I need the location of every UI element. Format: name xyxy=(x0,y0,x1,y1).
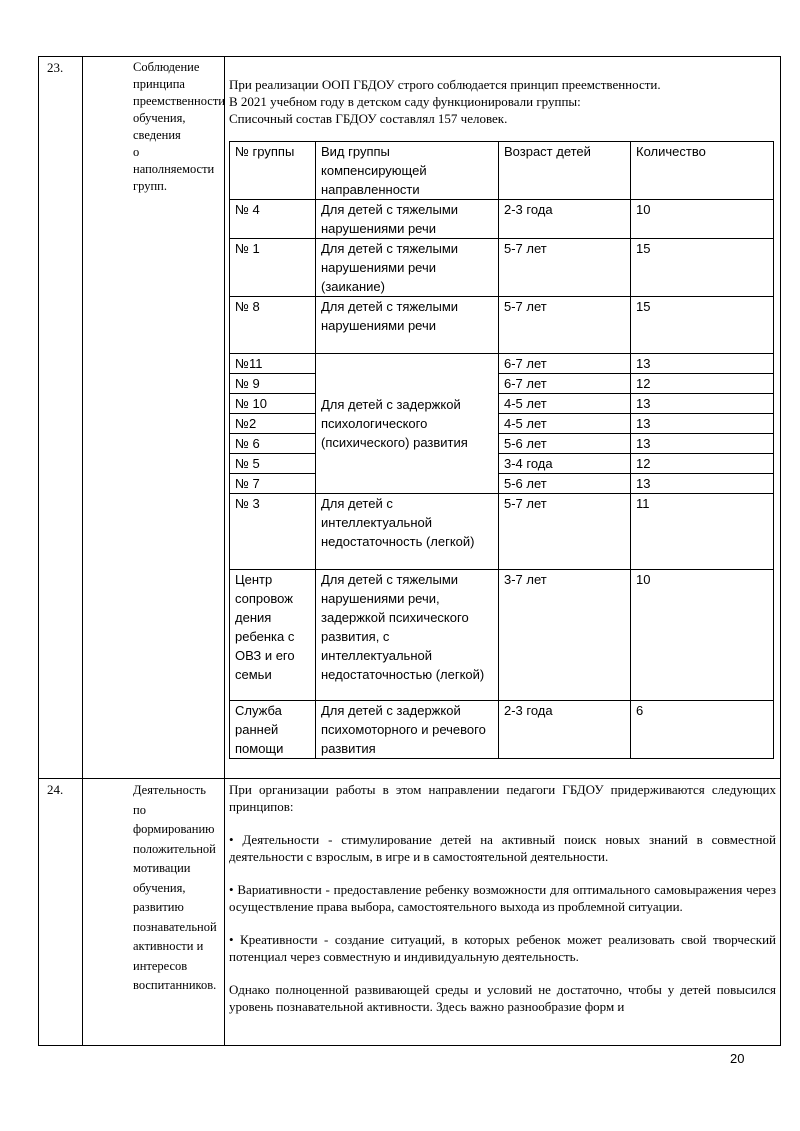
groups-header-row xyxy=(230,142,774,200)
paragraph: • Деятельности - стимулирование детей на активный поиск новых знаний в совместной деятельности с взрослым, в игре и в самостоятельной деятельности. xyxy=(229,832,776,864)
table-row xyxy=(230,701,774,759)
cell-group: Служба ранней помощи xyxy=(230,701,316,759)
paragraph: При организации работы в этом направлении педагоги ГБДОУ придерживаются следующих принципов: xyxy=(229,782,776,814)
cell-group: №2 xyxy=(230,414,316,434)
header-group-type: Вид группы компенсирующей направленности xyxy=(316,142,499,200)
cell-age: 3-7 лет xyxy=(499,570,631,701)
criteria-table xyxy=(38,56,781,1046)
table-row xyxy=(230,200,774,239)
cell-count: 15 xyxy=(631,297,774,354)
cell-group: № 10 xyxy=(230,394,316,414)
table-row xyxy=(230,394,774,414)
criterion-text xyxy=(83,57,225,779)
header-group-number: № группы xyxy=(230,142,316,200)
cell-count: 13 xyxy=(631,354,774,374)
cell-count: 6 xyxy=(631,701,774,759)
criterion-line: групп. xyxy=(133,179,167,193)
row-number: 24. xyxy=(39,779,83,1046)
cell-group: № 7 xyxy=(230,474,316,494)
intro-line: В 2021 учебном году в детском саду функционировали группы: xyxy=(229,94,581,109)
criterion-line: принципа xyxy=(133,77,185,91)
cell-type: Для детей с тяжелыми нарушениями речи xyxy=(316,297,499,354)
criterion-line: о наполняемости xyxy=(133,145,215,176)
table-row xyxy=(230,434,774,454)
cell-type: Для детей с тяжелыми нарушениями речи (заикание) xyxy=(316,239,499,297)
criterion-text xyxy=(83,779,225,1046)
cell-group: № 3 xyxy=(230,494,316,570)
criteria-row-23 xyxy=(39,57,781,779)
criterion-line: мотивации xyxy=(133,861,191,875)
intro-line: Списочный состав ГБДОУ составлял 157 человек. xyxy=(229,111,508,126)
criterion-line: активности и xyxy=(133,939,204,953)
cell-count: 12 xyxy=(631,374,774,394)
table-row xyxy=(230,494,774,570)
cell-count: 10 xyxy=(631,570,774,701)
cell-group: Центр сопровож дения ребенка с ОВЗ и его семьи xyxy=(230,570,316,701)
criterion-line: обучения, сведения xyxy=(133,111,186,142)
table-row xyxy=(230,570,774,701)
cell-age: 4-5 лет xyxy=(499,394,631,414)
cell-count: 13 xyxy=(631,414,774,434)
criterion-line: познавательной xyxy=(133,919,217,934)
cell-count: 13 xyxy=(631,434,774,454)
header-age: Возраст детей xyxy=(499,142,631,200)
cell-age: 5-7 лет xyxy=(499,297,631,354)
cell-type: Для детей с интеллектуальной недостаточность (легкой) xyxy=(316,494,499,570)
cell-type: Для детей с тяжелыми нарушениями речи, задержкой психического развития, с интеллектуальной недостаточностью (легкой) xyxy=(316,570,499,701)
intro-line: При реализации ООП ГБДОУ строго соблюдается принцип преемственности. xyxy=(229,77,661,92)
criterion-line: обучения, xyxy=(133,880,186,895)
criterion-line: развитию xyxy=(133,900,184,914)
table-row xyxy=(230,297,774,354)
cell-age: 6-7 лет xyxy=(499,374,631,394)
cell-group: № 8 xyxy=(230,297,316,354)
cell-count: 12 xyxy=(631,454,774,474)
cell-type: Для детей с тяжелыми нарушениями речи xyxy=(316,200,499,239)
criterion-line: Деятельность по xyxy=(133,783,206,817)
criterion-line: положительной xyxy=(133,841,216,856)
criteria-row-24 xyxy=(39,779,781,1046)
criterion-line: Соблюдение xyxy=(133,60,200,74)
cell-age: 2-3 года xyxy=(499,200,631,239)
paragraph: • Креативности - создание ситуаций, в которых ребенок может реализовать свой творческий потенциал через совместную и индивидуальную деятельность. xyxy=(229,932,776,964)
page-number: 20 xyxy=(730,1051,745,1066)
table-row xyxy=(230,414,774,434)
cell-group: № 1 xyxy=(230,239,316,297)
cell-age: 5-6 лет xyxy=(499,434,631,454)
cell-count: 10 xyxy=(631,200,774,239)
cell-count: 15 xyxy=(631,239,774,297)
cell-age: 2-3 года xyxy=(499,701,631,759)
groups-table xyxy=(229,141,774,759)
table-row xyxy=(230,374,774,394)
criterion-content xyxy=(225,779,781,1046)
cell-count: 11 xyxy=(631,494,774,570)
cell-type-merged: Для детей с задержкой психологического (психического) развития xyxy=(316,354,499,494)
cell-count: 13 xyxy=(631,474,774,494)
cell-age: 5-6 лет xyxy=(499,474,631,494)
paragraph: Однако полноценной развивающей среды и условий не достаточно, чтобы у детей повысился уровень познавательной активности. Здесь важно разнообразие форм и xyxy=(229,982,776,1014)
header-count: Количество xyxy=(631,142,774,200)
cell-group: № 5 xyxy=(230,454,316,474)
table-row xyxy=(230,454,774,474)
criterion-line: интересов xyxy=(133,958,188,973)
paragraph: • Вариативности - предоставление ребенку возможности для оптимального самовыражения через осуществление права выбора, самостоятельного выхода из проблемной ситуации. xyxy=(229,882,776,914)
cell-age: 5-7 лет xyxy=(499,239,631,297)
table-row xyxy=(230,474,774,494)
cell-age: 6-7 лет xyxy=(499,354,631,374)
criterion-line: формированию xyxy=(133,822,215,836)
cell-group: № 4 xyxy=(230,200,316,239)
cell-age: 3-4 года xyxy=(499,454,631,474)
cell-count: 13 xyxy=(631,394,774,414)
table-row xyxy=(230,239,774,297)
table-row xyxy=(230,354,774,374)
cell-age: 4-5 лет xyxy=(499,414,631,434)
cell-type: Для детей с задержкой психомоторного и речевого развития xyxy=(316,701,499,759)
cell-group: №11 xyxy=(230,354,316,374)
cell-group: № 9 xyxy=(230,374,316,394)
criterion-line: воспитанников. xyxy=(133,978,217,992)
criterion-line: преемственности xyxy=(133,94,225,108)
criterion-content xyxy=(225,57,781,779)
cell-age: 5-7 лет xyxy=(499,494,631,570)
cell-group: № 6 xyxy=(230,434,316,454)
row-number: 23. xyxy=(39,57,83,779)
